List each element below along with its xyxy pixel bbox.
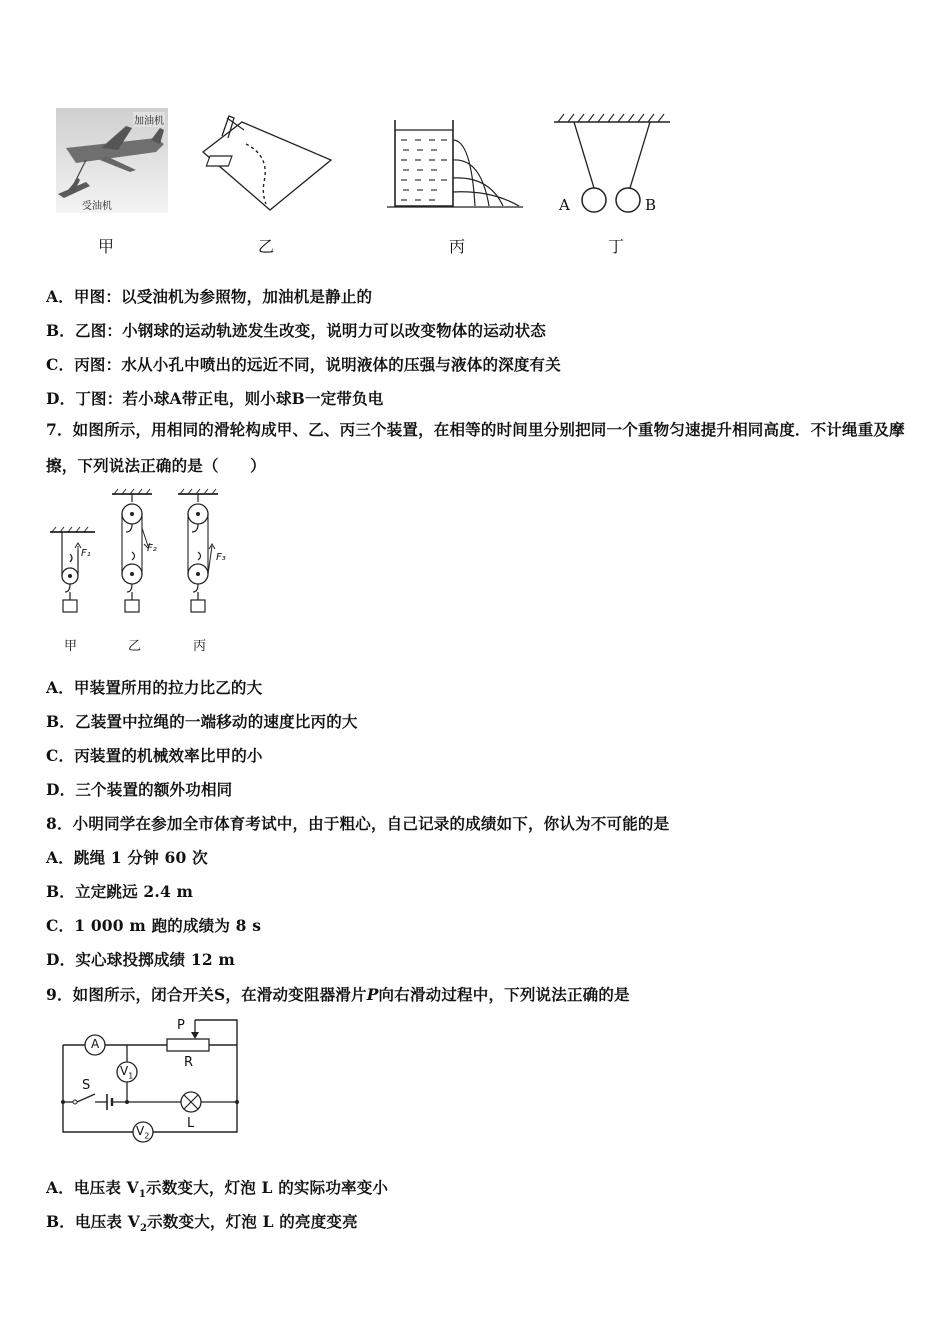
q9-stem-p: P: [366, 985, 379, 1004]
q7-option-c: C．丙装置的机械效率比甲的小: [46, 746, 263, 765]
q9-option-b-pre: B．电压表 V: [46, 1212, 140, 1231]
q9-option-b-sub: 2: [139, 1223, 148, 1235]
plane-label-refueler: 加油机: [133, 112, 165, 127]
figure-pulley-systems: [40, 488, 240, 623]
ammeter-label: A: [91, 1037, 100, 1051]
q9-option-a: [46, 1176, 388, 1200]
caption-yi: 乙: [258, 237, 275, 256]
q6-option-d: D．丁图：若小球A带正电，则小球B一定带负电: [46, 389, 384, 408]
q9-stem-part1: 9．如图所示，闭合开关S，在滑动变阻器滑片: [46, 985, 367, 1004]
q7-option-d: D．三个装置的额外功相同: [46, 780, 233, 799]
ball-label-b: B: [645, 196, 657, 214]
v1-sub: 1: [128, 1071, 134, 1081]
q9-option-b: [46, 1210, 358, 1234]
pulley-jia: [50, 527, 95, 612]
q7-option-b: B．乙装置中拉绳的一端移动的速度比丙的大: [46, 712, 358, 731]
q8-option-b: B．立定跳远 2.4 m: [46, 882, 194, 901]
voltmeter-v1-label: [120, 1064, 133, 1080]
ball-label-a: A: [559, 196, 570, 214]
voltmeter-v2-label: [136, 1124, 149, 1140]
figure-yi-steel-ball: [198, 112, 333, 212]
q9-option-a-post: 示数变大，灯泡 L 的实际功率变小: [146, 1178, 389, 1197]
v2-sub: 2: [144, 1131, 150, 1141]
q6-option-c: C．丙图：水从小孔中喷出的远近不同，说明液体的压强与液体的深度有关: [46, 355, 561, 374]
lamp-label: L: [187, 1116, 195, 1131]
q8-stem: 8．小明同学在参加全市体育考试中，由于粗心，自己记录的成绩如下，你认为不可能的是: [46, 814, 670, 833]
v2-main: V: [136, 1124, 145, 1138]
q9-option-a-sub: 1: [138, 1189, 147, 1201]
q8-option-a: A．跳绳 1 分钟 60 次: [46, 848, 208, 867]
q6-option-b: B．乙图：小钢球的运动轨迹发生改变，说明力可以改变物体的运动状态: [46, 321, 547, 340]
v1-main: V: [120, 1064, 129, 1078]
switch-label: S: [82, 1078, 91, 1093]
q8-option-c: C．1 000 m 跑的成绩为 8 s: [46, 916, 262, 935]
q7-option-a: A．甲装置所用的拉力比乙的大: [46, 678, 263, 697]
q9-stem: [46, 983, 630, 1005]
pulley-yi: [112, 489, 152, 612]
pulley-bing: [178, 489, 218, 612]
q9-stem-part2: 向右滑动过程中，下列说法正确的是: [378, 985, 630, 1004]
pulley-caption-yi: 乙: [128, 639, 142, 654]
q6-option-a: A．甲图：以受油机为参照物，加油机是静止的: [46, 287, 373, 306]
force-label-f2: F₂: [147, 543, 157, 554]
caption-jia: 甲: [98, 237, 115, 256]
force-label-f1: F₁: [81, 548, 91, 559]
figure-bing-water-jets: [385, 118, 525, 210]
caption-bing: 丙: [449, 237, 466, 256]
slider-label: P: [177, 1018, 185, 1033]
q9-option-a-pre: A．电压表 V: [46, 1178, 139, 1197]
figure-jia-refueling: [56, 108, 168, 213]
pulley-caption-jia: 甲: [64, 639, 78, 654]
resistor-label: R: [184, 1055, 194, 1070]
q7-stem: 7．如图所示，用相同的滑轮构成甲、乙、丙三个装置，在相等的时间里分别把同一个重物匀速提升相同高度．不计绳重及摩擦，下列说法正确的是（ ）: [46, 420, 905, 475]
pulley-caption-bing: 丙: [193, 639, 207, 654]
q9-option-b-post: 示数变大，灯泡 L 的亮度变亮: [147, 1212, 358, 1231]
caption-ding: 丁: [608, 237, 625, 256]
q8-option-d: D．实心球投掷成绩 12 m: [46, 950, 236, 969]
force-label-f3: F₃: [216, 552, 226, 563]
plane-label-receiver: 受油机: [82, 201, 112, 212]
